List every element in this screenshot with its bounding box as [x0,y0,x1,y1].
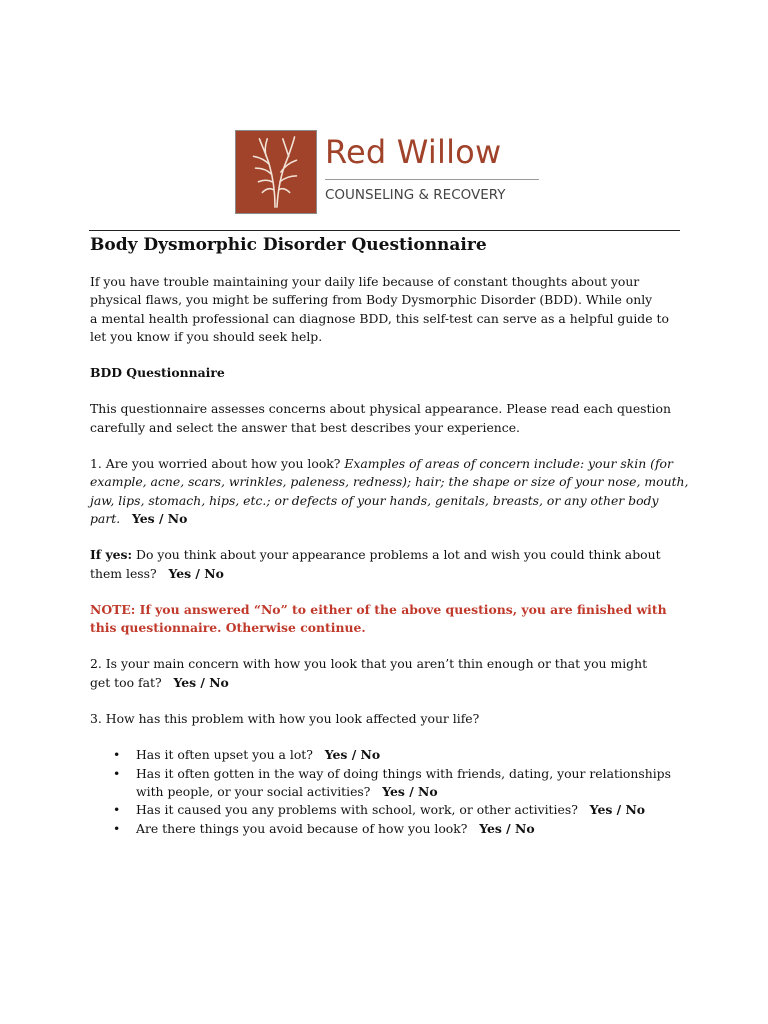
question-2-text: get too fat? [90,674,162,690]
list-item-text: Has it often upset you a lot? [136,747,313,763]
note-line: this questionnaire. Otherwise continue. [90,620,366,636]
yes-no-answer[interactable]: Yes / No [168,565,224,581]
intro-line: a mental health professional can diagnose BDD, this self-test can serve as a helpful guide to [90,310,669,326]
list-item [90,746,682,764]
question-1-text: 1. Are you worried about how you look? [90,456,345,472]
list-item [90,801,682,819]
yes-no-answer[interactable]: Yes / No [173,674,229,690]
question-2 [90,655,682,692]
question-3: 3. How has this problem with how you look affected your life? [90,711,480,727]
logo-divider [325,179,539,180]
yes-no-answer[interactable]: Yes / No [132,510,188,526]
question-2-text: 2. Is your main concern with how you look that you aren’t thin enough or that you might [90,656,648,672]
company-logo [235,130,545,216]
followup-question [90,546,682,583]
followup-text: Do you think about your appearance problems a lot and wish you could think about [132,547,661,563]
question-1-examples: jaw, lips, stomach, hips, etc.; or defects of your hands, genitals, breasts, or any other body [90,492,659,508]
section-heading: BDD Questionnaire [90,365,225,381]
assessment-paragraph [90,400,682,437]
bullet-icon: • [113,820,121,836]
followup-text: them less? [90,565,157,581]
bullet-icon: • [113,747,121,763]
note-line: NOTE: If you answered “No” to either of the above questions, you are finished with [90,601,667,617]
assessment-line: This questionnaire assesses concerns about physical appearance. Please read each question [90,401,671,417]
assessment-line: carefully and select the answer that best describes your experience. [90,419,520,435]
bullet-icon: • [113,802,121,818]
question-3-list [90,746,682,837]
list-item [90,765,682,802]
document-title: Body Dysmorphic Disorder Questionnaire [90,235,487,255]
yes-no-answer[interactable]: Yes / No [589,802,646,818]
list-item [90,820,682,838]
note-warning [90,601,682,638]
intro-line: If you have trouble maintaining your daily life because of constant thoughts about your [90,274,640,289]
document-body [90,232,689,838]
logo-name: Red Willow [325,133,502,171]
intro-line: let you know if you should seek help. [90,328,323,344]
question-1-examples: part. [90,510,121,526]
list-item-text: Are there things you avoid because of how you look? [136,820,468,836]
list-item-text: Has it caused you any problems with school, work, or other activities? [136,802,578,818]
bullet-icon: • [113,765,121,781]
list-item-text: Has it often gotten in the way of doing things with friends, dating, your relationships [136,765,671,781]
question-1-examples: example, acne, scars, wrinkles, paleness, redness); hair; the shape or size of your nose, mouth, [90,474,689,490]
intro-line: physical flaws, you might be suffering from Body Dysmorphic Disorder (BDD). While only [90,292,653,308]
yes-no-answer[interactable]: Yes / No [479,820,535,836]
willow-tree-icon [235,130,317,214]
logo-tagline: COUNSELING & RECOVERY [325,187,506,203]
yes-no-answer[interactable]: Yes / No [382,783,438,799]
question-1 [90,455,689,528]
question-1-examples: Examples of areas of concern include: your skin (for [344,456,673,472]
list-item-text: with people, or your social activities? [136,783,371,799]
header-divider [89,230,680,231]
intro-paragraph [90,273,682,346]
if-yes-label: If yes: [90,547,133,563]
yes-no-answer[interactable]: Yes / No [324,747,381,763]
